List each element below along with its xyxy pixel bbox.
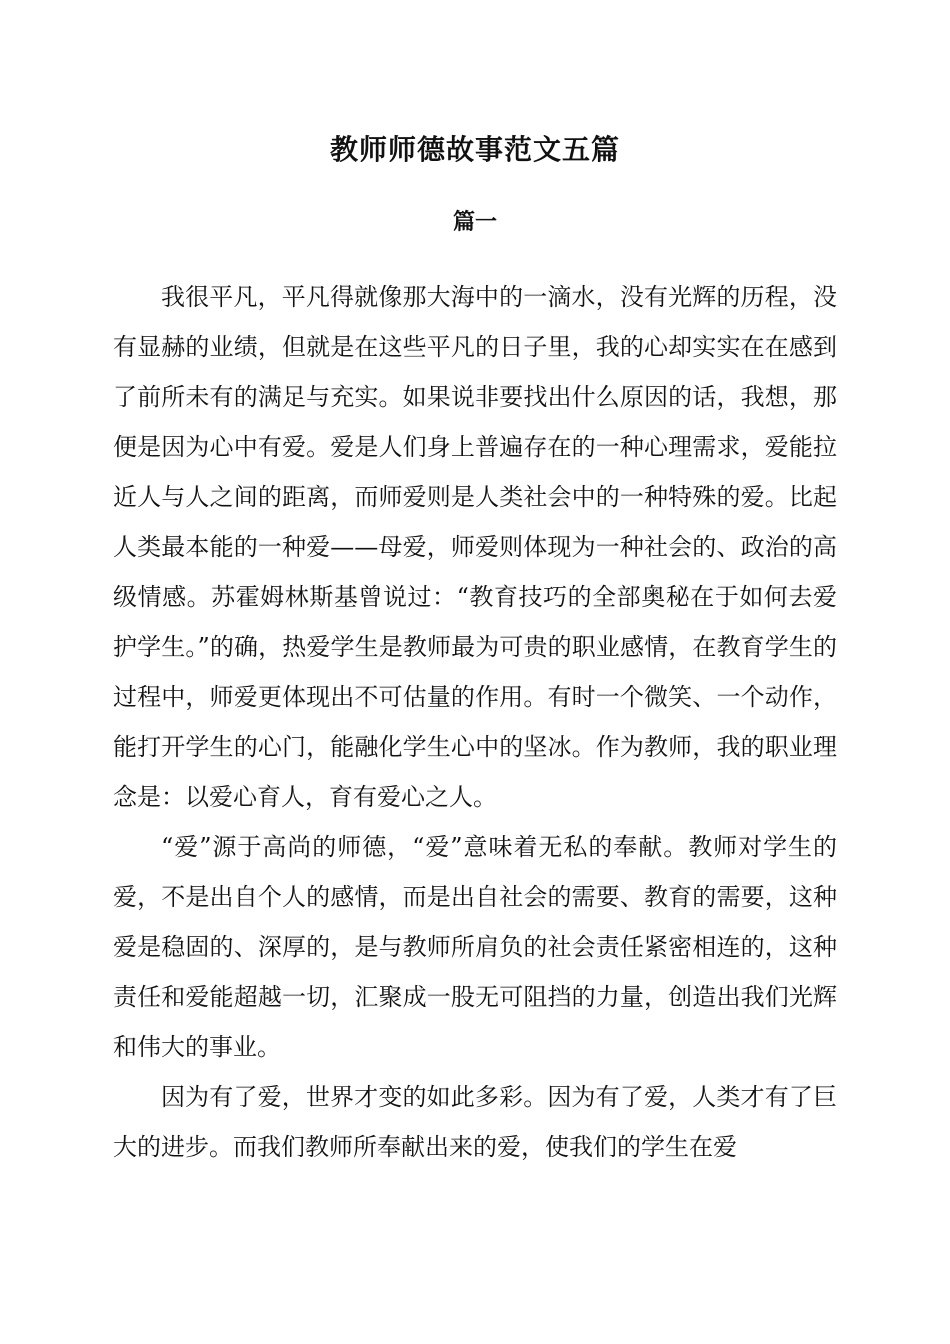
section-heading: 篇一 [452,210,497,235]
document-title: 教师师德故事范文五篇 [329,133,620,166]
document-body [113,272,837,1172]
paragraph: “爱”源于高尚的师德，“爱”意味着无私的奉献。教师对学生的爱，不是出自个人的感情，而是出自社会的需要、教育的需要，这种爱是稳固的、深厚的，是与教师所肩负的社会责任紧密相连的，这种责任和爱能超越一切，汇聚成一股无可阻挡的力量，创造出我们光辉和伟大的事业。 [113,833,837,1061]
paragraph: 因为有了爱，世界才变的如此多彩。因为有了爱，人类才有了巨大的进步。而我们教师所奉献出来的爱，使我们的学生在爱 [113,1083,837,1161]
paragraph: 我很平凡，平凡得就像那大海中的一滴水，没有光辉的历程，没有显赫的业绩，但就是在这些平凡的日子里，我的心却实实在在感到了前所未有的满足与充实。如果说非要找出什么原因的话，我想，那便是因为心中有爱。爱是人们身上普遍存在的一种心理需求，爱能拉近人与人之间的距离，而师爱则是人类社会中的一种特殊的爱。比起人类最本能的一种爱——母爱，师爱则体现为一种社会的、政治的高级情感。苏霍姆林斯基曾说过：“教育技巧的全部奥秘在于如何去爱护学生。”的确，热爱学生是教师最为可贵的职业感情，在教育学生的过程中，师爱更体现出不可估量的作用。有时一个微笑、一个动作，能打开学生的心门，能融化学生心中的坚冰。作为教师，我的职业理念是：以爱心育人，育有爱心之人。 [113,283,837,811]
